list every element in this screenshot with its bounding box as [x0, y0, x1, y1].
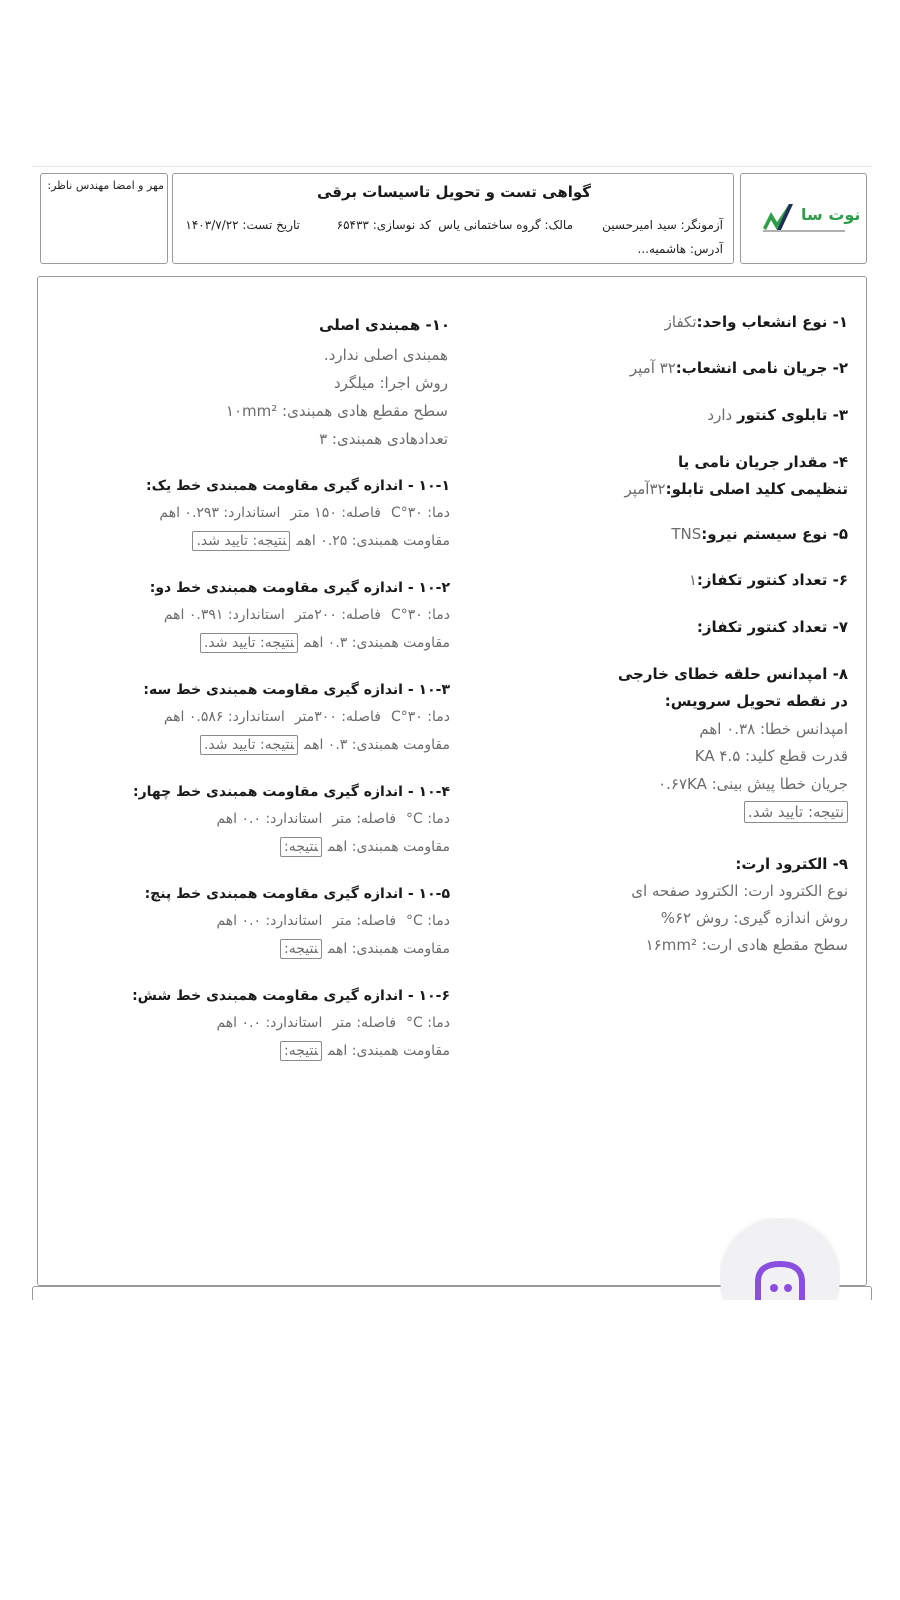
section-10-section: سطح مقطع هادی همبندی: ۱۰mm²	[225, 402, 448, 420]
title-box	[172, 173, 734, 264]
owner: مالک: گروه ساختمانی یاس	[438, 218, 573, 232]
measurement-line: دما: C°فاصله: متراستاندارد: ۰.۰ اهم	[216, 811, 450, 827]
result-badge: نتیجه:	[280, 1041, 322, 1061]
item-1: ۱- نوع انشعاب واحد:تکفاز	[664, 313, 848, 331]
item-9-section: سطح مقطع هادی ارت: ۱۶mm²	[645, 936, 848, 954]
measurement-resistance: مقاومت همبندی: ۰.۲۵ اهمنتیجه: تایید شد.	[192, 533, 450, 549]
item-8-fault-current: جریان خطا پیش بینی: ۰.۶۷KA	[658, 775, 848, 793]
measurement-title: ۱۰-۲ - اندازه گیری مقاومت همبندی خط دو:	[149, 580, 450, 596]
item-3: ۳- تابلوی کنتور دارد	[707, 406, 848, 424]
measurement-resistance: مقاومت همبندی: اهمنتیجه:	[280, 839, 450, 855]
measurement-line: دما: ۳۰°Cفاصله: ۲۰۰متراستاندارد: ۰.۳۹۱ اهم	[163, 607, 450, 623]
item-2: ۲- جریان نامی انشعاب:۳۲ آمپر	[629, 359, 848, 377]
item-9-type: نوع الکترود ارت: الکترود صفحه ای	[631, 882, 848, 900]
measurement-resistance: مقاومت همبندی: ۰.۳ اهمنتیجه: تایید شد.	[200, 737, 450, 753]
measurement-line: دما: C°فاصله: متراستاندارد: ۰.۰ اهم	[216, 1015, 450, 1031]
result-badge: نتیجه: تایید شد.	[200, 735, 298, 755]
result-badge: نتیجه: تایید شد.	[744, 801, 848, 823]
item-9-title: ۹- الکترود ارت:	[735, 855, 848, 873]
item-8-title-2: در نقطه تحویل سرویس:	[664, 692, 848, 710]
item-8-title-1: ۸- امپدانس حلقه خطای خارجی	[617, 665, 848, 683]
measurement-line: دما: C°فاصله: متراستاندارد: ۰.۰ اهم	[216, 913, 450, 929]
section-10-count: تعدادهادی همبندی: ۳	[319, 430, 448, 448]
result-badge: نتیجه:	[280, 837, 322, 857]
item-9-method: روش اندازه گیری: روش ۶۲%	[660, 909, 848, 927]
result-badge: نتیجه: تایید شد.	[200, 633, 298, 653]
chat-widget-button[interactable]	[720, 1218, 840, 1300]
measurement-line: دما: ۳۰°Cفاصله: ۱۵۰ متراستاندارد: ۰.۲۹۳ اهم	[159, 505, 450, 521]
item-5: ۵- نوع سیستم نیرو:TNS	[671, 525, 848, 543]
measurement-title: ۱۰-۵ - اندازه گیری مقاومت همبندی خط پنچ:	[144, 886, 450, 902]
measurement-line: دما: ۳۰°Cفاصله: ۳۰۰متراستاندارد: ۰.۵۸۶ اهم	[163, 709, 450, 725]
renovation-code: کد نوسازی: ۶۵۴۳۳	[336, 218, 431, 232]
measurement-resistance: مقاومت همبندی: ۰.۳ اهمنتیجه: تایید شد.	[200, 635, 450, 651]
item-8-breaking: قدرت قطع کلید: ۴.۵ KA	[694, 747, 848, 765]
test-date: تاریخ تست: ۱۴۰۳/۷/۲۲	[185, 218, 300, 232]
item-4-line2: تنظیمی کلید اصلی تابلو:۳۲آمپر	[624, 480, 848, 498]
supervisor-stamp-box	[40, 173, 168, 264]
section-10-method: روش اجرا: میلگرد	[333, 374, 448, 392]
measurement-title: ۱۰-۳ - اندازه گیری مقاومت همبندی خط سه:	[143, 682, 450, 698]
item-8-impedance: امپدانس خطا: ۰.۳۸ اهم	[699, 720, 848, 738]
supervisor-stamp-label: مهر و امضا مهندس ناظر:	[47, 179, 164, 192]
item-8-result	[744, 803, 854, 821]
chat-bubble-icon	[748, 1258, 812, 1300]
result-badge: نتیجه:	[280, 939, 322, 959]
measurement-title: ۱۰-۶ - اندازه گیری مقاومت همبندی خط شش:	[132, 988, 450, 1004]
section-10-none: همبندی اصلی ندارد.	[323, 346, 448, 364]
section-10-title: ۱۰- همبندی اصلی	[318, 316, 450, 334]
item-6: ۶- تعداد کنتور تکفاز:۱	[688, 571, 848, 589]
page-title: گواهی تست و تحویل تاسیسات برقی	[317, 183, 591, 201]
address: آدرس: هاشمیه...	[637, 242, 723, 256]
item-7: ۷- تعداد کنتور تکفاز:	[696, 618, 848, 636]
logo-text: نوت سا	[801, 205, 861, 224]
logo-subline	[763, 230, 845, 232]
measurement-resistance: مقاومت همبندی: اهمنتیجه:	[280, 941, 450, 957]
measurement-resistance: مقاومت همبندی: اهمنتیجه:	[280, 1043, 450, 1059]
result-badge: نتیجه: تایید شد.	[192, 531, 290, 551]
bottom-blank	[0, 1300, 900, 1600]
measurement-title: ۱۰-۴ - اندازه گیری مقاومت همبندی خط چهار:	[132, 784, 450, 800]
tester: آزمونگر: سید امیرحسین	[602, 218, 723, 232]
measurement-title: ۱۰-۱ - اندازه گیری مقاومت همبندی خط یک:	[146, 478, 450, 494]
logo-box	[740, 173, 867, 264]
top-divider	[32, 166, 872, 167]
item-4-line1: ۴- مقدار جریان نامی یا	[678, 453, 848, 471]
